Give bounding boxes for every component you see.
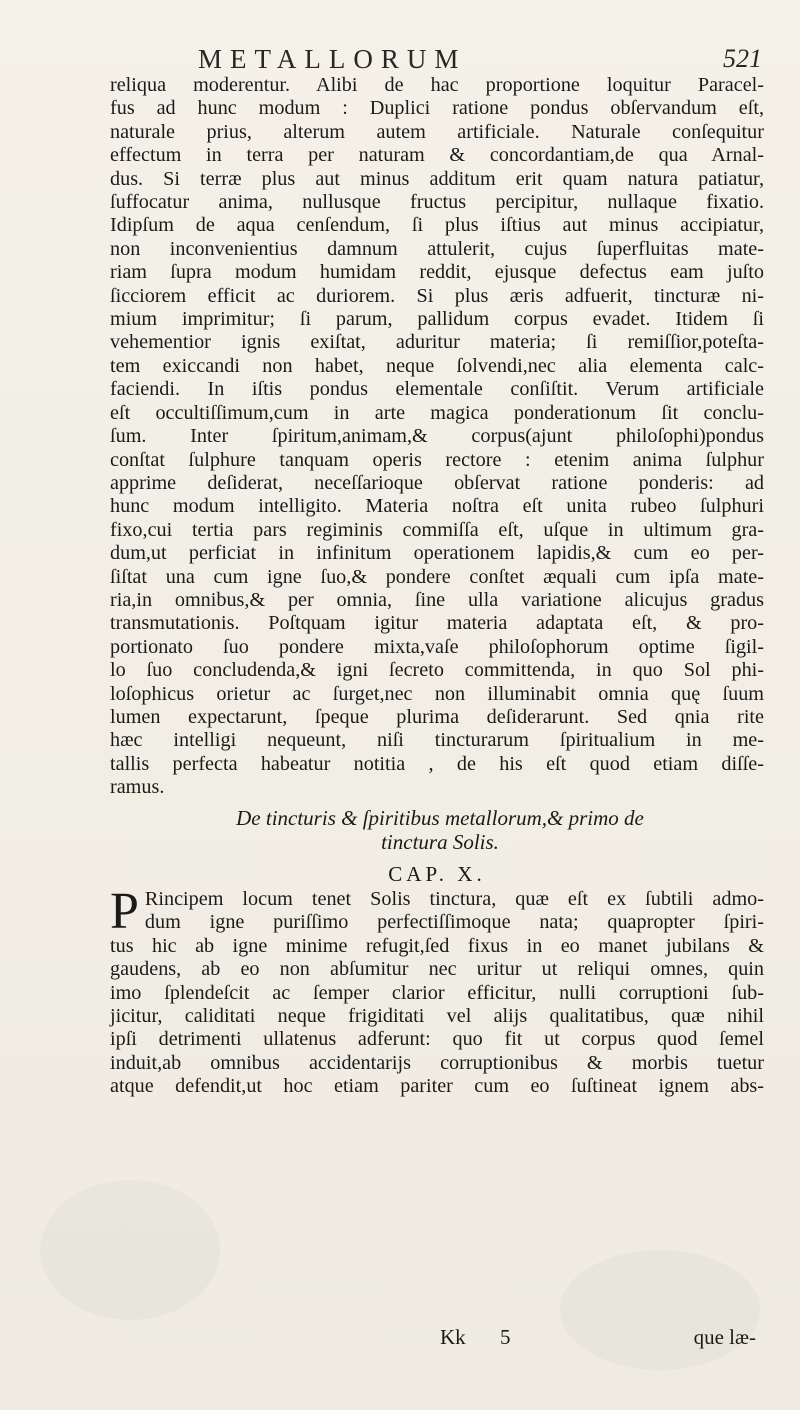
- text-line: tem exiccandi non habet, neque ſolvendi,nec alia elementa calc-: [110, 354, 764, 377]
- text-line: eſt occultiſſimum,cum in arte magica ponderationum ſit conclu-: [110, 401, 764, 424]
- text-line: ſiſtat una cum igne ſuo,& pondere conſtet æquali cum ipſa mate-: [110, 565, 764, 588]
- text-line: lumen expectarunt, ſpeque plurima deſiderarunt. Sed qnia rite: [110, 705, 764, 728]
- text-line: dum igne puriſſimo perfectiſſimoque nata; quapropter ſpiri-: [144, 911, 764, 934]
- text-line: ria,in omnibus,& per omnia, ſine ulla variatione alicujus gradus: [110, 588, 764, 611]
- text-line: riam ſupra modum humidam reddit, ejusque defectus eam juſto: [110, 261, 764, 284]
- text-line: jicitur, caliditati neque frigiditati vel alijs qualitatibus, quæ nihil: [110, 1005, 764, 1028]
- text-line: hunc modum intelligito. Materia noſtra eſt unita rubeo ſulphuri: [110, 495, 764, 518]
- text-line: reliqua moderentur. Alibi de hac proportione loquitur Paracel-: [110, 74, 764, 96]
- page-footer: [110, 1325, 764, 1351]
- text-line: ipſi detrimenti ullatenus adferunt: quo fit ut corpus quod ſemel: [110, 1028, 764, 1051]
- text-line: ſicciorem efficit ac duriorem. Si plus æris adfuerit, tincturæ ni-: [110, 284, 764, 307]
- text-line: apprime deſiderat, neceſſarioque obſervat ratione ponderis: ad: [110, 471, 764, 494]
- chapter-heading: [120, 806, 760, 854]
- text-line: fixo,cui tertia pars regiminis commiſſa eſt, uſque in ultimum gra-: [110, 518, 764, 541]
- running-title: METALLORUM: [198, 44, 467, 74]
- text-line: dus. Si terræ plus aut minus additum erit quam natura patiatur,: [110, 167, 764, 190]
- chapter-heading-line: tinctura Solis.: [381, 830, 499, 854]
- text-line: dum,ut perficiat in infinitum operationem lapidis,& cum eo per-: [110, 542, 764, 565]
- text-line: gaudens, ab eo non abſumitur nec uritur ut reliqui omnes, quin: [110, 958, 764, 981]
- text-line: transmutationis. Poſtquam igitur materia adaptata eſt, & pro-: [110, 612, 764, 635]
- text-line: Rincipem locum tenet Solis tinctura, quæ eſt ex ſubtili admo-: [144, 888, 764, 910]
- chapter-heading-line: De tincturis & ſpiritibus metallorum,& primo de: [236, 806, 644, 830]
- chapter-paragraph: [110, 883, 764, 1099]
- catchword: que læ-: [693, 1325, 756, 1349]
- text-line: hæc intelligi nequeunt, niſi tincturarum ſpiritualium in me-: [110, 729, 764, 752]
- text-line: ſum. Inter ſpiritum,animam,& corpus(ajunt philoſophi)pondus: [110, 425, 764, 448]
- body-paragraph: [110, 74, 764, 800]
- text-line: loſophicus orietur ac ſurget,nec non illuminabit omnia quę ſuum: [110, 682, 764, 705]
- text-line: ſuffocatur anima, nullusque fructus percipitur, nullaque fixatio.: [110, 191, 764, 214]
- text-line: faciendi. In iſtis pondus elementale conſiſtit. Verum artificiale: [110, 378, 764, 401]
- text-line: tus hic ab igne minime refugit,ſed fixus in eo manet jubilans &: [110, 934, 764, 957]
- text-line: vehementior ignis exiſtat, aduritur materia; ſi remiſſior,poteſta-: [110, 331, 764, 354]
- text-line: ramus.: [110, 776, 165, 799]
- signature-mark: Kk: [440, 1325, 466, 1349]
- text-line: portionato ſuo pondere mixta,vaſe philoſophorum optime ſigil-: [110, 635, 764, 658]
- chapter-number: CAP. X.: [388, 862, 486, 886]
- paper-stain: [560, 1250, 760, 1370]
- text-line: fus ad hunc modum : Duplici ratione pondus obſervandum eſt,: [110, 97, 764, 120]
- text-line: effectum in terra per naturam & concordantiam,de qua Arnal-: [110, 144, 764, 167]
- text-line: tallis perfecta habeatur notitia , de his eſt quod etiam diſſe-: [110, 752, 764, 775]
- text-line: Idipſum de aqua cenſendum, ſi plus iſtius aut minus accipiatur,: [110, 214, 764, 237]
- text-line: lo ſuo concludenda,& igni ſecreto committenda, in quo Sol phi-: [110, 659, 764, 682]
- signature-number: 5: [500, 1325, 511, 1349]
- drop-cap: P: [110, 883, 139, 940]
- text-line: induit,ab omnibus accidentarijs corruptionibus & morbis tuetur: [110, 1051, 764, 1074]
- text-line: non inconvenientius damnum attulerit, cujus ſuperfluitas mate-: [110, 237, 764, 260]
- text-line: mium imprimitur; ſi parum, pallidum corpus evadet. Itidem ſi: [110, 308, 764, 331]
- paper-stain: [40, 1180, 220, 1320]
- text-line: naturale prius, alterum autem artificiale. Naturale conſequitur: [110, 120, 764, 143]
- page-number: 521: [723, 44, 762, 73]
- text-line: imo ſplendeſcit ac ſemper clarior efficitur, nulli corruptioni ſub-: [110, 981, 764, 1004]
- text-line: conſtat ſulphure tanquam operis rectore : etenim anima ſulphur: [110, 448, 764, 471]
- text-line: atque defendit,ut hoc etiam pariter cum eo ſuſtineat ignem abs-: [110, 1075, 764, 1098]
